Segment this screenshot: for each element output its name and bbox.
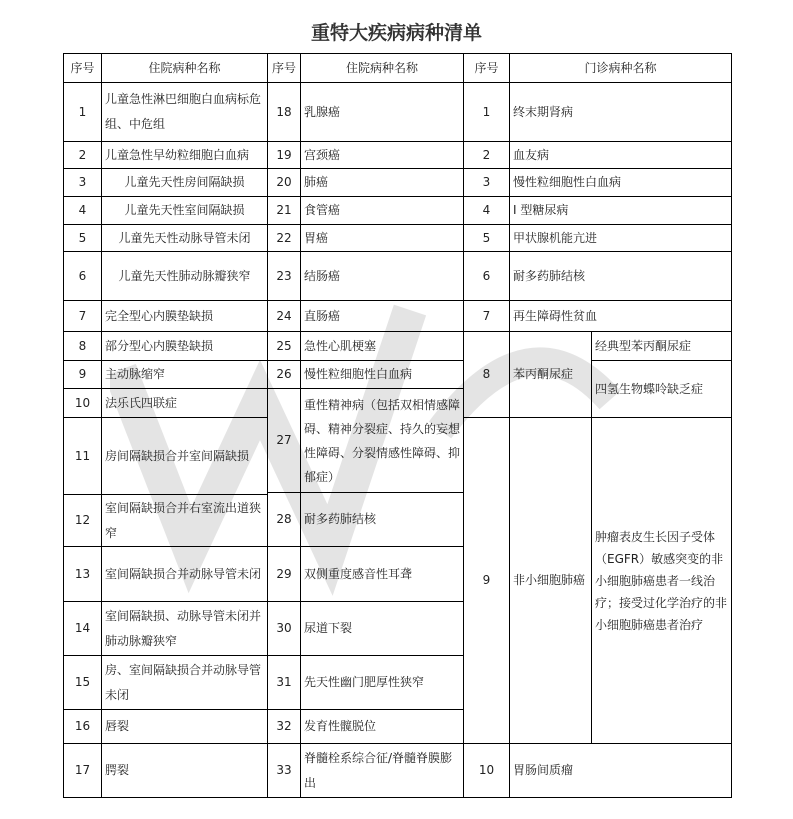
row-no: 29: [268, 547, 301, 602]
row-no: 23: [268, 252, 301, 301]
outpatient-subtype: 四氢生物蝶呤缺乏症: [592, 361, 732, 418]
row-no: 1: [464, 83, 510, 142]
row-no: 4: [464, 197, 510, 225]
disease-name: 法乐氏四联症: [102, 389, 268, 418]
row-no: 7: [64, 301, 102, 332]
disease-name: 房间隔缺损合并室间隔缺损: [102, 418, 268, 495]
header-no: 序号: [464, 54, 510, 83]
row-no: 11: [64, 418, 102, 495]
disease-name: 儿童急性淋巴细胞白血病标危组、中危组: [102, 83, 268, 142]
row-no: 9: [464, 418, 510, 744]
row-no: 24: [268, 301, 301, 332]
disease-name: 儿童先天性室间隔缺损: [102, 197, 268, 225]
row-no: 13: [64, 547, 102, 602]
row-no: 6: [64, 252, 102, 301]
row-no: 4: [64, 197, 102, 225]
disease-name: 室间隔缺损、动脉导管未闭并肺动脉瓣狭窄: [102, 602, 268, 656]
disease-name: 食管癌: [301, 197, 464, 225]
row-no: 17: [64, 744, 102, 798]
disease-name: 尿道下裂: [301, 602, 464, 656]
row-no: 28: [268, 493, 301, 547]
row-no: 27: [268, 389, 301, 493]
disease-name: 重性精神病（包括双相情感障碍、精神分裂症、持久的妄想性障碍、分裂情感性障碍、抑郁症）: [301, 389, 464, 493]
row-no: 18: [268, 83, 301, 142]
row-no: 10: [64, 389, 102, 418]
disease-name: 腭裂: [102, 744, 268, 798]
row-no: 33: [268, 744, 301, 798]
outpatient-subtype: 经典型苯丙酮尿症: [592, 332, 732, 361]
page-title: 重特大疾病病种清单: [310, 22, 482, 44]
row-no: 1: [64, 83, 102, 142]
row-no: 5: [64, 225, 102, 252]
header-inpatient: 住院病种名称: [102, 54, 268, 83]
disease-name: 乳腺癌: [301, 83, 464, 142]
row-no: 5: [464, 225, 510, 252]
outpatient-disease-name: 血友病: [510, 142, 732, 169]
row-no: 22: [268, 225, 301, 252]
row-no: 25: [268, 332, 301, 361]
outpatient-disease-name: 胃肠间质瘤: [510, 744, 732, 798]
row-no: 9: [64, 361, 102, 389]
disease-name: 儿童先天性房间隔缺损: [102, 169, 268, 197]
outpatient-disease-name: I 型糖尿病: [510, 197, 732, 225]
outpatient-disease-name: 终末期肾病: [510, 83, 732, 142]
row-no: 2: [464, 142, 510, 169]
row-no: 32: [268, 710, 301, 744]
header-no: 序号: [64, 54, 102, 83]
row-no: 8: [464, 332, 510, 418]
disease-name: 主动脉缩窄: [102, 361, 268, 389]
row-no: 3: [64, 169, 102, 197]
outpatient-disease-name: 苯丙酮尿症: [510, 332, 592, 418]
disease-name: 儿童急性早幼粒细胞白血病: [102, 142, 268, 169]
disease-name: 部分型心内膜垫缺损: [102, 332, 268, 361]
row-no: 21: [268, 197, 301, 225]
row-no: 19: [268, 142, 301, 169]
outpatient-disease-name: 耐多药肺结核: [510, 252, 732, 301]
row-no: 30: [268, 602, 301, 656]
disease-table: [63, 53, 732, 798]
disease-name: 脊髓栓系综合征/脊髓脊膜膨出: [301, 744, 464, 798]
outpatient-indication: 肿瘤表皮生长因子受体（EGFR）敏感突变的非小细胞肺癌患者一线治疗；接受过化学治疗的非小细胞肺癌患者治疗: [592, 418, 732, 744]
disease-name: 慢性粒细胞性白血病: [301, 361, 464, 389]
row-no: 8: [64, 332, 102, 361]
outpatient-disease-name: 甲状腺机能亢进: [510, 225, 732, 252]
disease-name: 唇裂: [102, 710, 268, 744]
disease-name: 完全型心内膜垫缺损: [102, 301, 268, 332]
disease-name: 结肠癌: [301, 252, 464, 301]
disease-name: 室间隔缺损合并右室流出道狭窄: [102, 495, 268, 547]
row-no: 26: [268, 361, 301, 389]
disease-name: 直肠癌: [301, 301, 464, 332]
disease-name: 儿童先天性肺动脉瓣狭窄: [102, 252, 268, 301]
row-no: 2: [64, 142, 102, 169]
disease-name: 耐多药肺结核: [301, 493, 464, 547]
header-inpatient: 住院病种名称: [301, 54, 464, 83]
header-outpatient: 门诊病种名称: [510, 54, 732, 83]
disease-name: 发育性髋脱位: [301, 710, 464, 744]
header-no: 序号: [268, 54, 301, 83]
disease-name: 房、室间隔缺损合并动脉导管未闭: [102, 656, 268, 710]
outpatient-disease-name: 慢性粒细胞性白血病: [510, 169, 732, 197]
disease-name: 宫颈癌: [301, 142, 464, 169]
row-no: 3: [464, 169, 510, 197]
row-no: 14: [64, 602, 102, 656]
disease-name: 胃癌: [301, 225, 464, 252]
disease-name: 先天性幽门肥厚性狭窄: [301, 656, 464, 710]
outpatient-disease-name: 再生障碍性贫血: [510, 301, 732, 332]
disease-name: 急性心肌梗塞: [301, 332, 464, 361]
disease-name: 双侧重度感音性耳聋: [301, 547, 464, 602]
row-no: 15: [64, 656, 102, 710]
disease-name: 儿童先天性动脉导管未闭: [102, 225, 268, 252]
outpatient-disease-name: 非小细胞肺癌: [510, 418, 592, 744]
row-no: 20: [268, 169, 301, 197]
row-no: 10: [464, 744, 510, 798]
disease-name: 室间隔缺损合并动脉导管未闭: [102, 547, 268, 602]
row-no: 31: [268, 656, 301, 710]
row-no: 16: [64, 710, 102, 744]
row-no: 7: [464, 301, 510, 332]
disease-name: 肺癌: [301, 169, 464, 197]
row-no: 12: [64, 495, 102, 547]
row-no: 6: [464, 252, 510, 301]
